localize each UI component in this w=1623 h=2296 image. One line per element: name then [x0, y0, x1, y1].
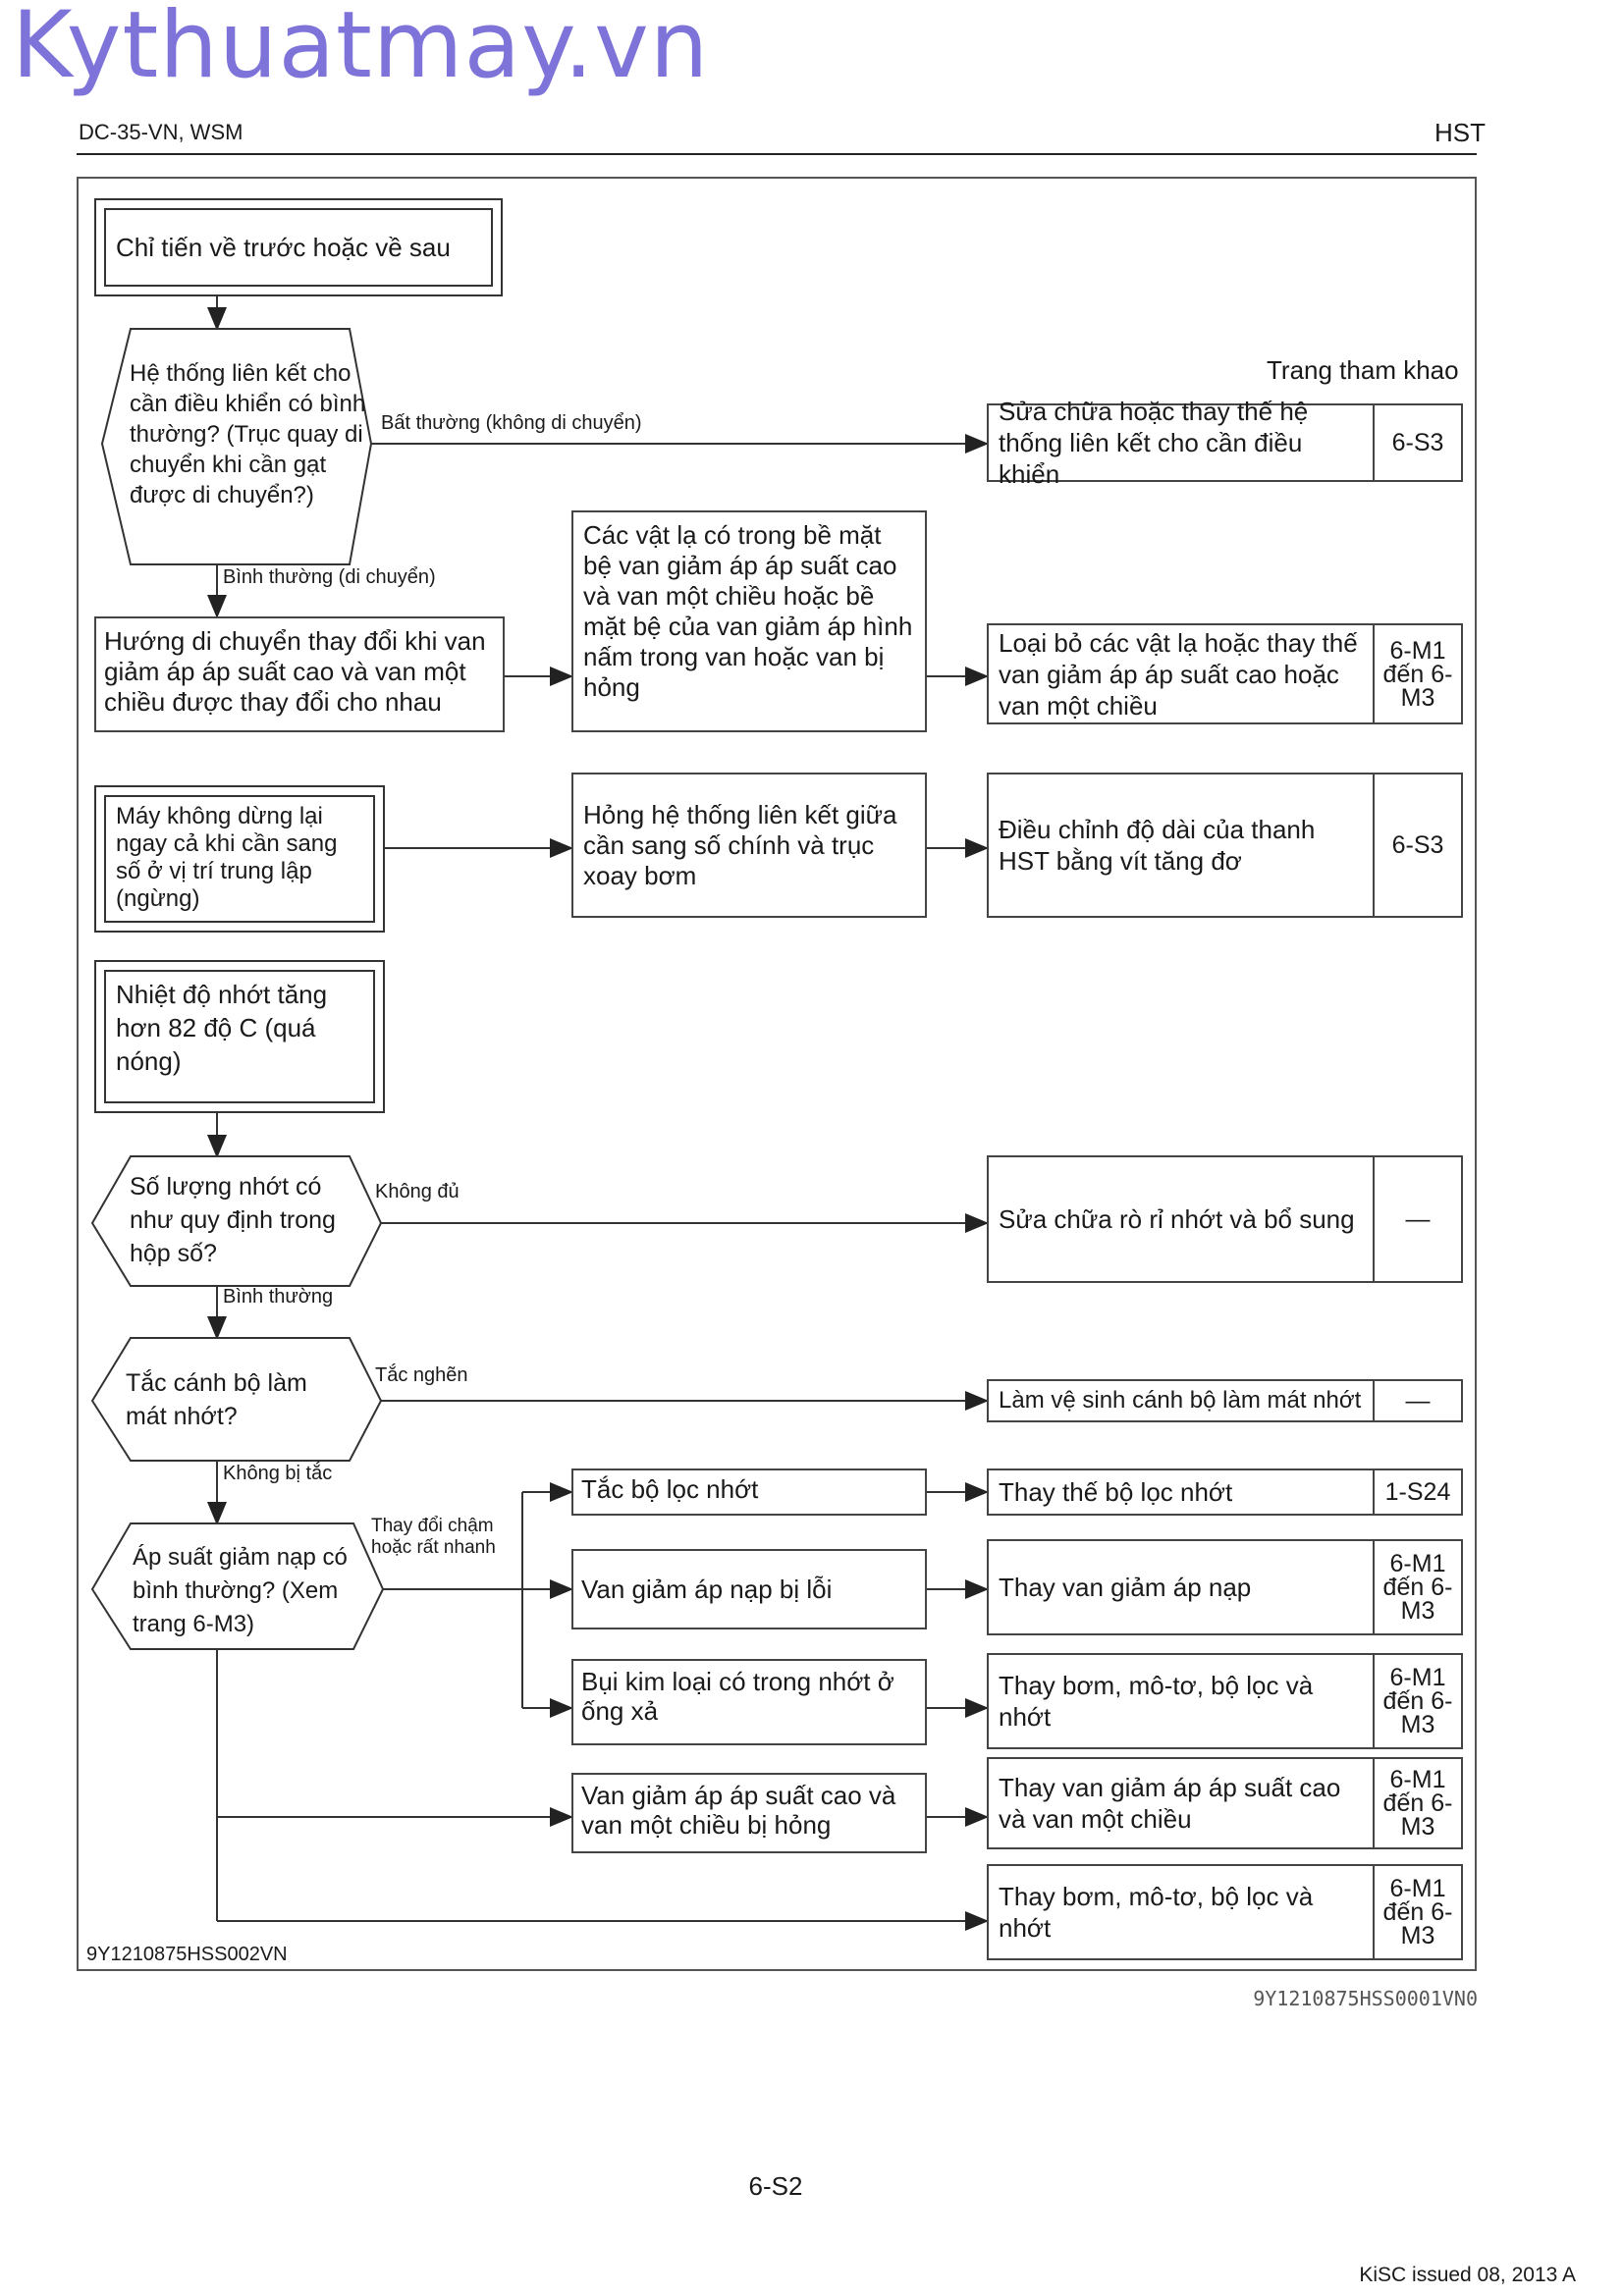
action-remove-foreign	[987, 623, 1463, 724]
action-replace-pump-motor-2	[987, 1864, 1463, 1960]
action-fix-linkage	[987, 397, 1463, 489]
action-replace-hp-valve	[987, 1757, 1463, 1849]
symptom-direction-changes: Hướng di chuyển thay đổi khi van giảm áp áp suất cao và van một chiều được thay đổi cho nhau	[94, 616, 505, 732]
cause-linkage-broken: Hỏng hệ thống liên kết giữa cần sang số chính và trục xoay bơm	[571, 773, 927, 918]
ref-replace-hp-valve: 6-M1 đến 6-M3	[1373, 1759, 1461, 1847]
ref-replace-charge-valve: 6-M1 đến 6-M3	[1373, 1541, 1461, 1633]
action-replace-charge-valve	[987, 1539, 1463, 1635]
start-box	[94, 198, 503, 296]
ref-remove-foreign: 6-M1 đến 6-M3	[1373, 625, 1461, 722]
cause-hp-valve-damaged: Van giảm áp áp suất cao và van một chiều bị hỏng	[571, 1773, 927, 1853]
action-replace-hp-valve-text: Thay van giảm áp áp suất cao và van một chiều	[999, 1773, 1341, 1834]
action-fix-leak-text: Sửa chữa rò rỉ nhớt và bổ sung	[999, 1204, 1355, 1234]
decision-cooler: Tắc cánh bộ làm mát nhớt?	[126, 1369, 307, 1430]
decision-linkage: Hệ thống liên kết cho cần điều khiển có bình thường? (Trục quay di chuyển khi cần gạt được di chuyển?)	[130, 360, 366, 508]
ref-replace-pump-motor-2: 6-M1 đến 6-M3	[1373, 1866, 1461, 1958]
doc-code: DC-35-VN, WSM	[79, 120, 243, 144]
action-fix-leak	[987, 1155, 1463, 1283]
ref-fix-leak: —	[1373, 1157, 1461, 1281]
symptom-no-stop-box	[94, 785, 385, 933]
action-clean-cooler-text: Làm vệ sinh cánh bộ làm mát nhớt	[999, 1387, 1362, 1414]
label-normal-move: Bình thường (di chuyển)	[223, 566, 436, 588]
action-remove-foreign-text: Loại bỏ các vật lạ hoặc thay thế van giảm áp áp suất cao hoặc van một chiều	[999, 627, 1358, 721]
ref-clean-cooler: —	[1373, 1381, 1461, 1420]
action-replace-charge-valve-text: Thay van giảm áp nạp	[999, 1573, 1252, 1602]
cause-charge-valve-fault: Van giảm áp nạp bị lỗi	[571, 1549, 927, 1629]
figure-code: 9Y1210875HSS002VN	[86, 1944, 288, 1965]
cause-metal-particles: Bụi kim loại có trong nhớt ở ống xả	[571, 1659, 927, 1745]
action-adjust-rod-text: Điều chỉnh độ dài của thanh HST bằng vít tăng đơ	[999, 815, 1316, 876]
page-number: 6-S2	[748, 2171, 803, 2201]
watermark: Kythuatmay.vn	[12, 0, 710, 99]
action-replace-pump-motor-1-text: Thay bơm, mô-tơ, bộ lọc và nhớt	[999, 1671, 1314, 1732]
symptom-overheat-box	[94, 960, 385, 1113]
ref-fix-linkage: 6-S3	[1373, 405, 1461, 480]
ref-replace-filter: 1-S24	[1373, 1470, 1461, 1514]
decision-charge-pressure: Áp suất giảm nạp có bình thường? (Xem trang 6-M3)	[133, 1544, 348, 1637]
decision-oil-level: Số lượng nhớt có như quy định trong hộp số?	[130, 1173, 336, 1267]
action-replace-pump-motor-1	[987, 1653, 1463, 1749]
label-changes: Thay đổi chậm hoặc rất nhanh	[371, 1516, 496, 1558]
action-replace-filter-text: Thay thế bộ lọc nhớt	[999, 1477, 1233, 1507]
cause-foreign-matter: Các vật lạ có trong bề mặt bệ van giảm áp áp suất cao và van một chiều hoặc bề mặt bệ của van giảm áp hình nấm trong van hoặc van bị hỏng	[571, 510, 927, 732]
image-code: 9Y1210875HSS0001VN0	[1253, 1987, 1478, 2010]
label-insufficient: Không đủ	[375, 1181, 460, 1202]
label-normal: Bình thường	[223, 1286, 334, 1308]
label-not-clogged: Không bị tắc	[223, 1463, 333, 1484]
cause-filter-clogged: Tắc bộ lọc nhớt	[571, 1468, 927, 1516]
ref-adjust-rod: 6-S3	[1373, 774, 1461, 916]
label-clogged: Tắc nghẽn	[375, 1364, 468, 1386]
action-replace-pump-motor-2-text: Thay bơm, mô-tơ, bộ lọc và nhớt	[999, 1882, 1314, 1943]
action-fix-linkage-text: Sửa chữa hoặc thay thế hệ thống liên kết cho cần điều khiển	[999, 397, 1309, 489]
footer-issue: KiSC issued 08, 2013 A	[1359, 2264, 1576, 2286]
action-adjust-rod	[987, 773, 1463, 918]
action-replace-filter	[987, 1468, 1463, 1516]
symptom-overheat: Nhiệt độ nhớt tăng hơn 82 độ C (quá nóng)	[104, 970, 375, 1103]
start-text: Chỉ tiến về trước hoặc về sau	[104, 208, 493, 287]
symptom-no-stop: Máy không dừng lại ngay cả khi cần sang số ở vị trí trung lập (ngừng)	[104, 795, 375, 923]
section-title: HST	[1434, 118, 1486, 147]
label-abnormal-no-move: Bất thường (không di chuyển)	[381, 412, 642, 434]
ref-replace-pump-motor-1: 6-M1 đến 6-M3	[1373, 1655, 1461, 1747]
action-clean-cooler	[987, 1379, 1463, 1422]
reference-heading: Trang tham khao	[1267, 355, 1459, 385]
